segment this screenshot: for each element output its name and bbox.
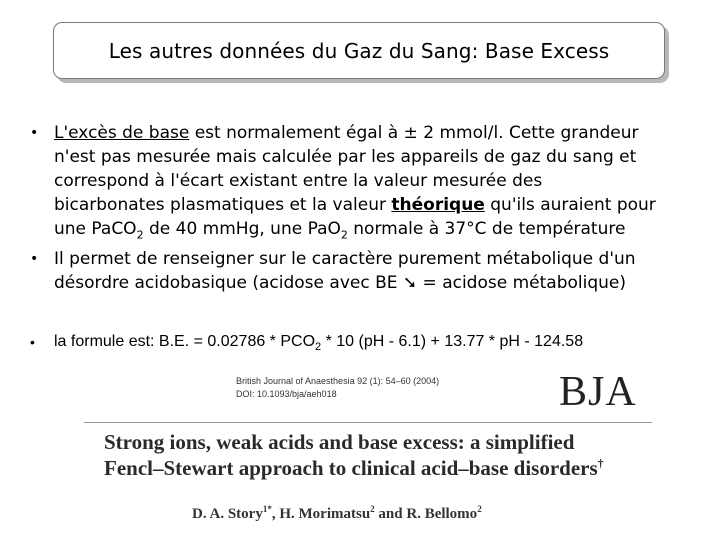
bullet-dot: • xyxy=(30,125,39,141)
author-name: D. A. Story xyxy=(192,506,263,522)
bullet-line: n'est pas mesurée mais calculée par les appareils de gaz du sang et xyxy=(54,147,637,167)
slide-title-box xyxy=(53,22,665,79)
author-name: and R. Bellomo xyxy=(374,506,478,522)
bullet-list xyxy=(26,121,706,295)
author-affiliation: 1* xyxy=(262,504,272,514)
paper-authors xyxy=(192,504,482,523)
paper-title-line: Strong ions, weak acids and base excess: a simplified xyxy=(104,430,575,454)
journal-doi: DOI: 10.1093/bja/aeh018 xyxy=(236,389,337,399)
bullet-line xyxy=(54,217,706,247)
formula-text: * 10 (pH - 6.1) + 13.77 * pH - 124.58 xyxy=(321,333,584,350)
term-base-excess: L'excès de base xyxy=(54,123,190,143)
text-segment: qu'ils auraient pour xyxy=(484,195,656,215)
text-segment: désordre acidobasique (acidose avec BE xyxy=(54,273,403,294)
formula-bullet xyxy=(26,331,706,358)
text-segment: = acidose métabolique) xyxy=(417,273,626,294)
bullet-base-excess-definition xyxy=(26,121,706,247)
text-segment: Fencl–Stewart approach to clinical acid–base disorders xyxy=(104,456,598,480)
paper-header-image xyxy=(84,368,652,538)
bullet-dot: • xyxy=(30,334,35,350)
subscript: 2 xyxy=(136,228,144,242)
bullet-line: Il permet de renseigner sur le caractère purement métabolique d'un xyxy=(54,249,636,270)
journal-citation: British Journal of Anaesthesia 92 (1): 54–60 (2004) xyxy=(236,376,440,386)
author-affiliation: 2 xyxy=(477,504,482,514)
bullet-dot: • xyxy=(30,251,39,268)
bja-logo: BJA xyxy=(559,369,637,415)
subscript: 2 xyxy=(315,341,322,354)
text-segment: bicarbonates plasmatiques et la valeur xyxy=(54,195,392,215)
paper-title-line xyxy=(104,456,604,481)
text-segment: de 40 mmHg, une PaO xyxy=(143,219,341,239)
term-theorique: théorique xyxy=(391,195,485,215)
author-name: , H. Morimatsu xyxy=(271,506,371,522)
title-footnote-mark: † xyxy=(597,456,604,470)
slide-title: Les autres données du Gaz du Sang: Base Excess xyxy=(108,38,610,63)
bullet-line xyxy=(54,271,706,295)
bullet-metabolic-disorder xyxy=(26,247,706,295)
bullet-line: correspond à l'écart existant entre la valeur mesurée des xyxy=(54,171,543,191)
text-segment: normale à 37°C de température xyxy=(347,219,626,239)
arrow-down-right-icon: ➘ xyxy=(402,273,418,294)
divider xyxy=(84,422,652,423)
text-segment: une PaCO xyxy=(54,219,137,239)
formula-text: la formule est: B.E. = 0.02786 * PCO xyxy=(54,333,316,350)
text-segment: est normalement égal à ± 2 mmol/l. Cette grandeur xyxy=(189,123,639,143)
author-affiliation: 2 xyxy=(370,504,375,514)
bullet-line xyxy=(54,121,706,145)
bullet-line xyxy=(54,193,706,217)
subscript: 2 xyxy=(340,228,348,242)
